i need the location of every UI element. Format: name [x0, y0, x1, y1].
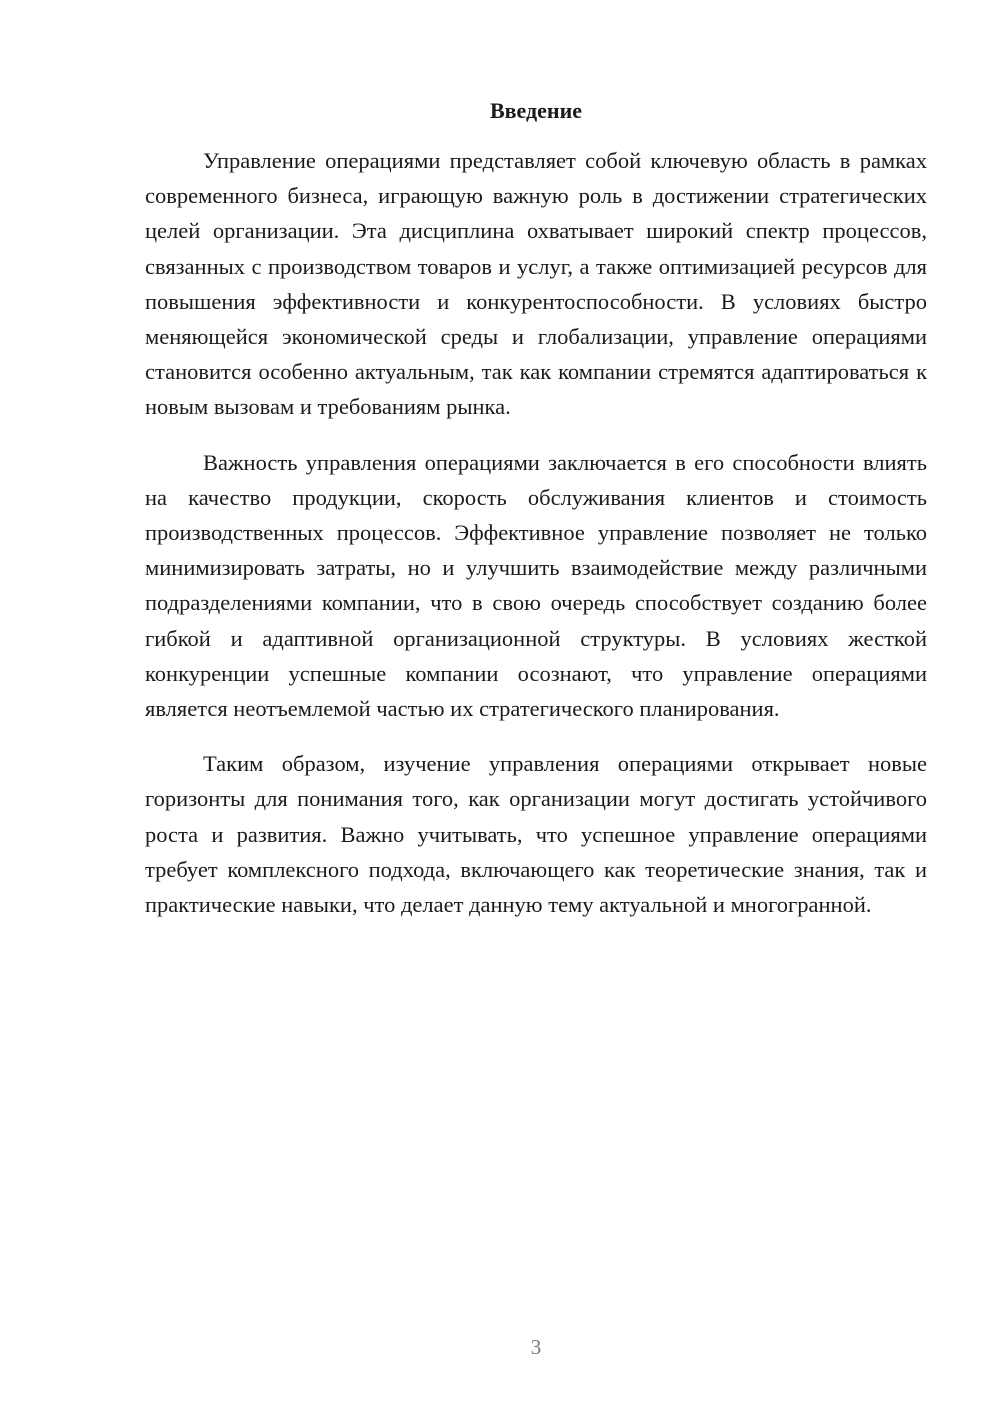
paragraph-3: Таким образом, изучение управления операциями открывает новые горизонты для понимания того, как организации могут достигать устойчивого роста и развития. Важно учитывать, что успешное управление операциями требует комплексного подхода, включающего как теоретические знания, так и практические навыки, что делает данную тему актуальной и многогранной. [145, 751, 927, 918]
page-number: 3 [530, 1335, 542, 1359]
body-text [145, 143, 927, 942]
paragraph-2: Важность управления операциями заключается в его способности влиять на качество продукции, скорость обслуживания клиентов и стоимость производственных процессов. Эффективное управление позволяет не только минимизировать затраты, но и улучшить взаимодействие между различными подразделениями компании, что в свою очередь способствует созданию более гибкой и адаптивной организационной структуры. В условиях жесткой конкуренции успешные компании осознают, что управление операциями является неотъемлемой частью их стратегического планирования. [145, 449, 927, 722]
paragraph-1: Управление операциями представляет собой ключевую область в рамках современного бизнеса, играющую важную роль в достижении стратегических целей организации. Эта дисциплина охватывает широкий спектр процессов, связанных с производством товаров и услуг, а также оптимизацией ресурсов для повышения эффективности и конкурентоспособности. В условиях быстро меняющейся экономической среды и глобализации, управление операциями становится особенно актуальным, так как компании стремятся адаптироваться к новым вызовам и требованиям рынка. [145, 148, 927, 420]
page-title: Введение [489, 98, 583, 123]
